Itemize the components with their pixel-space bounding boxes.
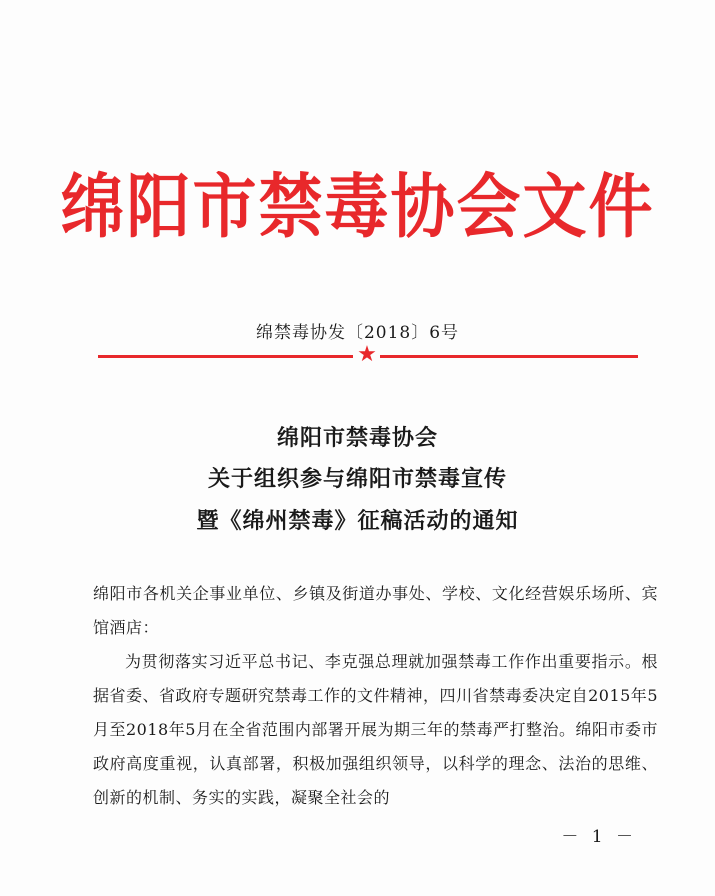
document-title-line-1: 绵阳市禁毒协会 bbox=[276, 426, 438, 451]
divider-line-right bbox=[380, 355, 638, 358]
document-addressee: 绵阳市各机关企事业单位、乡镇及街道办事处、学校、文化经营娱乐场所、宾馆酒店： bbox=[93, 584, 658, 637]
star-icon: ★ bbox=[357, 342, 377, 367]
document-number: 绵禁毒协发〔2018〕6号 bbox=[255, 323, 460, 343]
page-number: － 1 － bbox=[561, 827, 637, 847]
document-body-paragraph: 为贯彻落实习近平总书记、李克强总理就加强禁毒工作作出重要指示。根据省委、省政府专题研究禁毒工作的文件精神，四川省禁毒委决定自2015年5月至2018年5月在全省范围内部署开展为期三年的禁毒严打整治。绵阳市委市政府高度重视，认真部署，积极加强组织领导，以科学的理念、法治的思维、创新的机制、务实的实践，凝聚全社会的 bbox=[93, 652, 658, 807]
document-masthead: 绵阳市禁毒协会文件 bbox=[60, 168, 655, 248]
document-title-line-2: 关于组织参与绵阳市禁毒宣传 bbox=[207, 467, 507, 492]
document-title-line-3: 暨《绵州禁毒》征稿活动的通知 bbox=[196, 509, 519, 534]
red-divider bbox=[98, 342, 638, 367]
divider-line-left bbox=[98, 355, 353, 358]
